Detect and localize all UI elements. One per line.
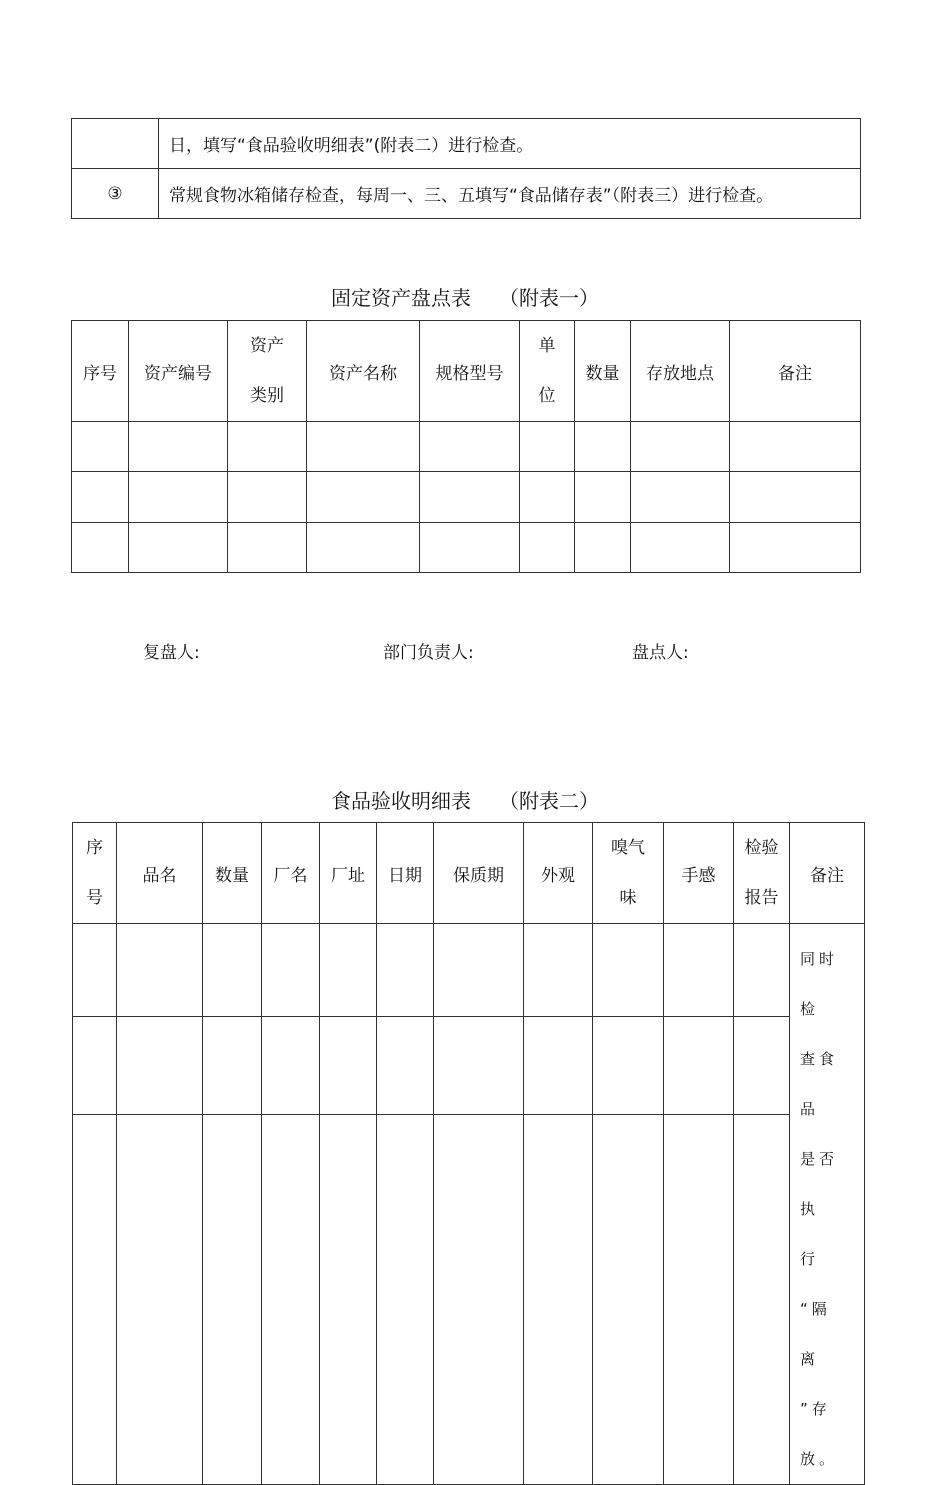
header-qty: 数量: [575, 321, 631, 422]
table2-heading: [0, 785, 930, 814]
table-header-row: [73, 823, 865, 924]
table-cell: [524, 1114, 593, 1484]
table-cell: [593, 1016, 664, 1114]
header-appearance: 外观: [524, 823, 593, 924]
table-cell: [320, 924, 377, 1017]
table-cell: [72, 472, 129, 523]
header-shelf-life: 保质期: [434, 823, 524, 924]
table-cell: [117, 1114, 203, 1484]
table-cell: [730, 472, 861, 523]
table-cell: [129, 472, 228, 523]
table-cell: [377, 1114, 434, 1484]
table-cell: [262, 924, 320, 1017]
table-row: [73, 1114, 865, 1484]
header-location: 存放地点: [631, 321, 730, 422]
table-cell: [434, 1114, 524, 1484]
header-line: 味: [619, 888, 637, 908]
table2-subtitle: （附表二）: [499, 789, 599, 813]
table-cell: [631, 422, 730, 472]
header-line: 类别: [250, 386, 284, 406]
table-cell: [117, 924, 203, 1017]
table-cell: [377, 924, 434, 1017]
table-cell: [434, 924, 524, 1017]
table-cell: [524, 1016, 593, 1114]
note-line: 查食品: [800, 1050, 839, 1118]
table-cell: [520, 472, 575, 523]
header-maker: 厂名: [262, 823, 320, 924]
table-row: [72, 472, 861, 523]
header-line: 资产: [250, 336, 284, 356]
table-row: [73, 924, 865, 1017]
procedure-num: ③: [72, 169, 159, 219]
note-line: 行 “隔: [800, 1250, 831, 1318]
note-line: 放。: [800, 1450, 839, 1468]
table-cell: [73, 1114, 117, 1484]
reviewer-label: 复盘人:: [143, 643, 200, 663]
table-cell: [377, 1016, 434, 1114]
table-row: [72, 523, 861, 573]
table-cell: [575, 472, 631, 523]
table-cell: [664, 924, 734, 1017]
procedure-text: 常规食物冰箱储存检查，每周一、三、五填写“食品储存表”（附表三）进行检查。: [159, 169, 861, 219]
table-cell: [307, 422, 420, 472]
table-cell: [262, 1114, 320, 1484]
table-cell: [734, 1114, 790, 1484]
table-cell: [575, 523, 631, 573]
table-cell: [129, 523, 228, 573]
header-line: 嗅气: [611, 838, 645, 858]
table-cell: [228, 422, 307, 472]
note-line: 是否执: [800, 1150, 839, 1218]
header-asset-category: [228, 321, 307, 422]
table-cell: [593, 1114, 664, 1484]
procedure-num: [72, 119, 159, 169]
table-cell: [228, 523, 307, 573]
table-cell: [228, 472, 307, 523]
header-remark: 备注: [730, 321, 861, 422]
table-cell: [320, 1016, 377, 1114]
table-cell: [420, 422, 520, 472]
header-inspection-report: [734, 823, 790, 924]
procedure-row: [72, 169, 861, 219]
table-cell: [524, 924, 593, 1017]
table-cell: [631, 472, 730, 523]
header-seq: 序号: [72, 321, 129, 422]
table-cell: [734, 1016, 790, 1114]
header-asset-code: 资产编号: [129, 321, 228, 422]
table-cell: [117, 1016, 203, 1114]
table-cell: [434, 1016, 524, 1114]
table2-title: 食品验收明细表: [331, 789, 471, 813]
food-acceptance-table: [72, 822, 865, 1485]
table-cell: [730, 523, 861, 573]
table-cell: [420, 523, 520, 573]
table-cell: [664, 1016, 734, 1114]
table1-heading: [0, 282, 930, 311]
header-line: 序: [86, 838, 103, 858]
table-cell: [420, 472, 520, 523]
table-cell: [203, 924, 262, 1017]
table-cell: [307, 523, 420, 573]
procedure-text: 日，填写“食品验收明细表”(附表二）进行检查。: [159, 119, 861, 169]
header-line: 检验: [744, 838, 779, 858]
table-cell: [203, 1114, 262, 1484]
header-date: 日期: [377, 823, 434, 924]
table-cell: [734, 924, 790, 1017]
table-cell: [664, 1114, 734, 1484]
table1-subtitle: （附表一）: [499, 286, 599, 310]
table-cell: [730, 422, 861, 472]
dept-head-label: 部门负责人:: [383, 643, 474, 663]
table-cell: [520, 523, 575, 573]
procedure-table: [71, 118, 861, 219]
table-cell: [73, 1016, 117, 1114]
table-cell: [73, 924, 117, 1017]
table-row: [73, 1016, 865, 1114]
header-remark: 备注: [790, 823, 865, 924]
header-smell: [593, 823, 664, 924]
remark-note: [790, 924, 865, 1485]
table-header-row: [72, 321, 861, 422]
header-line: 号: [86, 888, 103, 908]
table-cell: [520, 422, 575, 472]
header-line: 报告: [744, 888, 779, 908]
table1-title: 固定资产盘点表: [331, 286, 471, 310]
table-cell: [307, 472, 420, 523]
header-address: 厂址: [320, 823, 377, 924]
header-spec: 规格型号: [420, 321, 520, 422]
table-row: [72, 422, 861, 472]
procedure-row: [72, 119, 861, 169]
table-cell: [575, 422, 631, 472]
table-cell: [320, 1114, 377, 1484]
header-line: 位: [538, 386, 556, 406]
header-product-name: 品名: [117, 823, 203, 924]
counter-label: 盘点人:: [632, 643, 689, 663]
table-cell: [72, 422, 129, 472]
header-touch: 手感: [664, 823, 734, 924]
note-line: 同时检: [800, 950, 839, 1018]
table-cell: [129, 422, 228, 472]
table-cell: [203, 1016, 262, 1114]
table-cell: [72, 523, 129, 573]
header-unit: [520, 321, 575, 422]
note-line: 离 ”存: [800, 1350, 831, 1418]
table-cell: [631, 523, 730, 573]
header-seq: [73, 823, 117, 924]
table-cell: [262, 1016, 320, 1114]
fixed-asset-table: [71, 320, 861, 573]
header-qty: 数量: [203, 823, 262, 924]
header-line: 单: [538, 336, 556, 356]
table-cell: [593, 924, 664, 1017]
header-asset-name: 资产名称: [307, 321, 420, 422]
